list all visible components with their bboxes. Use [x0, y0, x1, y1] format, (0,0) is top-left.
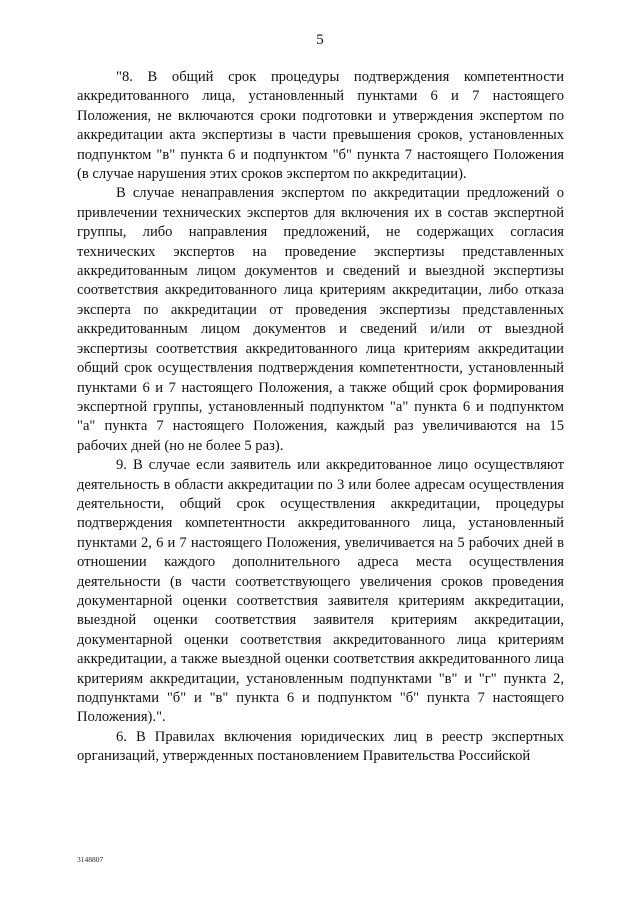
- page-number: 5: [316, 32, 324, 48]
- document-code: 3148807: [77, 855, 104, 864]
- paragraph-expert-refusal: В случае ненаправления экспертом по аккредитации предложений о привлечении технических экспертов для включения их в состав экспертной группы, либо направления предложений, не содержащих согласия технических экспертов на проведение экспертизы представленных аккредитованным лицом документов и сведений и выездной экспертизы соответствия аккредитованного лица критериям аккредитации, либо отказа эксперта по аккредитации от проведения экспертизы представленных аккредитованным лицом документов и сведений и/или от выездной экспертизы соответствия аккредитованного лица критериям аккредитации общий срок осуществления подтверждения компетентности, установленный пунктами 6 и 7 настоящего Положения, а также общий срок формирования экспертной группы, установленный подпунктом "а" пункта 6 и подпунктом "а" пункта 7 настоящего Положения, каждый раз увеличиваются на 15 рабочих дней (но не более 5 раз).: [77, 185, 564, 454]
- paragraph-item-9: 9. В случае если заявитель или аккредитованное лицо осуществляют деятельность в области аккредитации по 3 или более адресам осуществления деятельности, общий срок осуществления аккредитации, процедуры подтверждения компетентности аккредитованного лица, установленный пунктами 2, 6 и 7 настоящего Положения, увеличивается на 5 рабочих дней в отношении каждого дополнительного адреса места осуществления деятельности (в части соответствующего увеличения сроков проведения документарной оценки соответствия заявителя критериям аккредитации, выездной оценки соответствия заявителя критериям аккредитации, документарной оценки соответствия аккредитованного лица критериям аккредитации, а также выездной оценки соответствия аккредитованного лица критериям аккредитации, установленным подпунктами "в" и "г" пункта 2, подпунктами "б" и "в" пункта 6 и подпунктом "б" пункта 7 настоящего Положения).".: [77, 457, 564, 726]
- paragraph-item-6-rules: 6. В Правилах включения юридических лиц в реестр экспертных организаций, утвержденных постановлением Правительства Российской: [77, 728, 564, 765]
- paragraph-item-8: "8. В общий срок процедуры подтверждения компетентности аккредитованного лица, установленный пунктами 6 и 7 настоящего Положения, не включаются сроки подготовки и утверждения экспертом по аккредитации акта экспертизы в части превышения сроков, установленных подпунктом "в" пункта 6 и подпунктом "б" пункта 7 настоящего Положения (в случае нарушения этих сроков экспертом по аккредитации).: [77, 69, 564, 183]
- document-body: [77, 68, 564, 767]
